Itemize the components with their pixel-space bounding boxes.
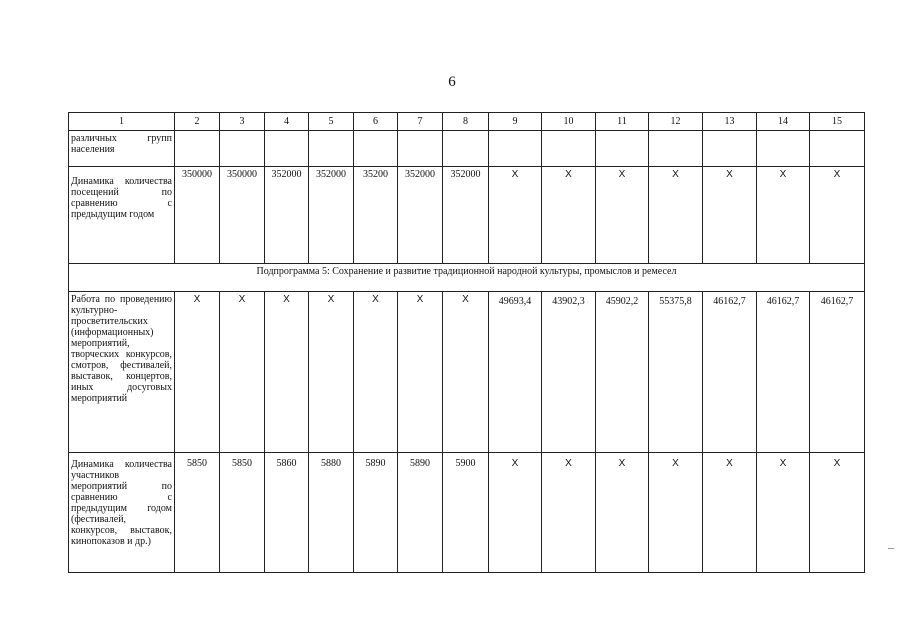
page-number: 6: [448, 74, 456, 90]
column-header: 2: [175, 113, 220, 131]
table-cell: 5860: [265, 453, 309, 573]
table-cell: X: [489, 167, 542, 264]
table-cell: [810, 131, 865, 167]
table-cell: 43902,3: [542, 292, 596, 453]
table-cell: [649, 131, 703, 167]
table-row: [69, 453, 865, 573]
table-cell: 350000: [220, 167, 265, 264]
indicators-table: [68, 112, 865, 573]
column-header: 12: [649, 113, 703, 131]
table-cell: 55375,8: [649, 292, 703, 453]
table-cell: 5880: [309, 453, 354, 573]
table-cell: X: [810, 453, 865, 573]
table-cell: [220, 131, 265, 167]
column-header: 6: [354, 113, 398, 131]
table-cell: X: [810, 167, 865, 264]
subprogram-row: [69, 264, 865, 292]
table-cell: [703, 131, 757, 167]
table-cell: 5850: [220, 453, 265, 573]
table-cell: 45902,2: [596, 292, 649, 453]
column-header: 4: [265, 113, 309, 131]
table-cell: 35200: [354, 167, 398, 264]
table-cell: X: [220, 292, 265, 453]
table-cell: 46162,7: [757, 292, 810, 453]
row-label: Динамика количества посещений по сравнению с предыдущим годом: [69, 167, 175, 264]
table-cell: 5900: [443, 453, 489, 573]
column-header: 7: [398, 113, 443, 131]
table-cell: X: [398, 292, 443, 453]
table-cell: X: [649, 167, 703, 264]
column-header: 3: [220, 113, 265, 131]
table-cell: 49693,4: [489, 292, 542, 453]
table-cell: 352000: [398, 167, 443, 264]
row-label: Работа по проведению культурно-просветительских (информационных) мероприятий, творческих конкурсов, смотров, фестивалей, выставок, концертов, иных досуговых мероприятий: [69, 292, 175, 453]
table-cell: [309, 131, 354, 167]
column-header: 8: [443, 113, 489, 131]
table-cell: X: [757, 453, 810, 573]
table-cell: X: [596, 167, 649, 264]
column-header: 11: [596, 113, 649, 131]
table-cell: 350000: [175, 167, 220, 264]
table-cell: [398, 131, 443, 167]
table-cell: X: [757, 167, 810, 264]
scan-mark: [888, 548, 894, 549]
column-header: 5: [309, 113, 354, 131]
column-header: 1: [69, 113, 175, 131]
table-cell: 352000: [309, 167, 354, 264]
table-cell: [757, 131, 810, 167]
table-cell: [489, 131, 542, 167]
table-cell: 5890: [354, 453, 398, 573]
table-cell: X: [309, 292, 354, 453]
row-label: Динамика количества участников мероприятий по сравнению с предыдущим годом (фестивалей, конкурсов, выставок, кинопоказов и др.): [69, 453, 175, 573]
table-cell: X: [265, 292, 309, 453]
table-cell: X: [443, 292, 489, 453]
table-row: [69, 131, 865, 167]
table-cell: X: [596, 453, 649, 573]
table-cell: X: [489, 453, 542, 573]
column-header: 9: [489, 113, 542, 131]
table-cell: 352000: [265, 167, 309, 264]
table-cell: [443, 131, 489, 167]
table-cell: X: [703, 453, 757, 573]
column-header: 13: [703, 113, 757, 131]
table-row: [69, 292, 865, 453]
table-cell: [542, 131, 596, 167]
column-header: 15: [810, 113, 865, 131]
table-cell: X: [649, 453, 703, 573]
table-cell: X: [175, 292, 220, 453]
table-cell: 46162,7: [810, 292, 865, 453]
table-cell: 46162,7: [703, 292, 757, 453]
header-row: [69, 113, 865, 131]
table-cell: 352000: [443, 167, 489, 264]
table-cell: 5890: [398, 453, 443, 573]
table-cell: X: [703, 167, 757, 264]
table-row: [69, 167, 865, 264]
table-cell: [265, 131, 309, 167]
row-label: различных групп населения: [69, 131, 175, 167]
column-header: 14: [757, 113, 810, 131]
table-cell: [596, 131, 649, 167]
table-cell: [354, 131, 398, 167]
table-cell: X: [354, 292, 398, 453]
table-cell: [175, 131, 220, 167]
column-header: 10: [542, 113, 596, 131]
table-cell: X: [542, 167, 596, 264]
subprogram-title: Подпрограмма 5: Сохранение и развитие традиционной народной культуры, промыслов и ремесел: [69, 264, 865, 292]
table-cell: 5850: [175, 453, 220, 573]
table-cell: X: [542, 453, 596, 573]
